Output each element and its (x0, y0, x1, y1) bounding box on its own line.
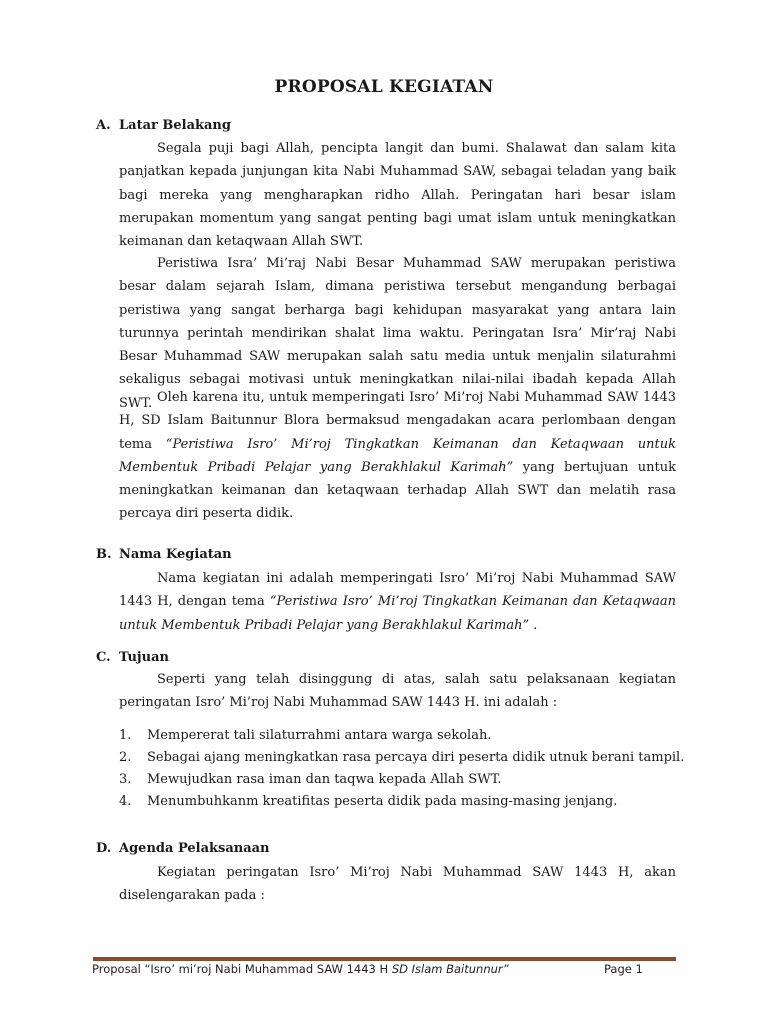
list-item (119, 725, 491, 747)
list-number: 2. (119, 750, 132, 765)
theme-text: “Peristiwa Isro’ Mi’roj Tingkatkan Keimanan dan Ketaqwaan untuk Membentuk Pribadi Pelajar yang Berakhlakul Karimah” (119, 594, 676, 633)
list-text: Menumbuhkanm kreatifitas peserta didik pada masing-masing jenjang. (147, 794, 618, 809)
section-letter: C. (96, 650, 111, 665)
paragraph-text: . (529, 617, 538, 633)
paragraph (119, 861, 676, 908)
footer-caption: Proposal “Isro’ mi’roj Nabi Muhammad SAW 1443 H (92, 962, 392, 976)
section-letter: D. (96, 841, 112, 856)
list-number: 3. (119, 772, 132, 787)
list-item (119, 791, 617, 813)
list-number: 1. (119, 728, 132, 743)
page-title: PROPOSAL KEGIATAN (274, 77, 494, 97)
paragraph-text: Nama kegiatan ini adalah memperingati Isro’ Mi’roj Nabi Muhammad SAW 1443 H, dengan tema (119, 571, 676, 610)
paragraph (119, 386, 676, 526)
list-item (119, 769, 501, 791)
footer-text (92, 962, 509, 976)
theme-text: “Peristiwa Isro’ Mi’roj Tingkatkan Keimanan dan Ketaqwaan untuk Membentuk Pribadi Pelajar yang Berakhlakul Karimah” (119, 436, 676, 475)
section-title: Agenda Pelaksanaan (119, 841, 270, 856)
page-number: Page 1 (604, 962, 643, 976)
paragraph-text: Seperti yang telah disinggung di atas, salah satu pelaksanaan kegiatan peringatan Isro’ Mi’roj Nabi Muhammad SAW 1443 H. ini adalah : (119, 672, 676, 711)
section-title: Nama Kegiatan (119, 547, 232, 562)
section-b-heading (96, 547, 232, 562)
section-a-heading (96, 118, 231, 133)
paragraph-text: Kegiatan peringatan Isro’ Mi’roj Nabi Muhammad SAW 1443 H, akan diselengarakan pada : (119, 865, 676, 904)
paragraph-text: Oleh karena itu, untuk memperingati Isro’ Mi’roj Nabi Muhammad SAW 1443 H, SD Islam Baitunnur Blora bermaksud mengadakan acara perlombaan dengan tema (119, 390, 676, 452)
paragraph (119, 137, 676, 253)
section-c-heading (96, 650, 169, 665)
section-letter: A. (96, 118, 111, 133)
footer-rule (93, 957, 676, 961)
list-item (119, 747, 684, 769)
list-text: Mempererat tali silaturrahmi antara warga sekolah. (147, 728, 492, 743)
section-d-heading (96, 841, 270, 856)
paragraph-text: yang bertujuan untuk meningkatkan keimanan dan ketaqwaan terhadap Allah SWT dan melatih rasa percaya diri peserta didik. (119, 459, 676, 522)
section-letter: B. (96, 547, 112, 562)
paragraph (119, 567, 676, 637)
list-text: Mewujudkan rasa iman dan taqwa kepada Allah SWT. (147, 772, 502, 787)
list-number: 4. (119, 794, 132, 809)
list-text: Sebagai ajang meningkatkan rasa percaya diri peserta didik utnuk berani tampil. (147, 750, 685, 765)
paragraph (119, 668, 676, 715)
section-title: Latar Belakang (119, 118, 231, 133)
paragraph-text: Segala puji bagi Allah, pencipta langit dan bumi. Shalawat dan salam kita panjatkan kepada junjungan kita Nabi Muhammad SAW, sebagai teladan yang baik bagi mereka yang mengharapkan ridho Allah. Peringatan hari besar islam merupakan momentum yang sangat penting bagi umat islam untuk meningkatkan keimanan dan ketaqwaan Allah SWT. (119, 141, 676, 250)
paragraph-text: Peristiwa Isra’ Mi’raj Nabi Besar Muhammad SAW merupakan peristiwa besar dalam sejarah Islam, dimana peristiwa tersebut mengandung berbagai peristiwa yang sangat berharga bagi kehidupan masyarakat yang antara lain turunnya perintah mendirikan shalat lima waktu. Peringatan Isra’ Mir’raj Nabi Besar Muhammad SAW merupakan salah satu media untuk menjalin silaturahmi sekaligus sebagai motivasi untuk meningkatkan nilai-nilai ibadah kepada Allah SWT. (119, 256, 676, 411)
footer-school: SD Islam Baitunnur” (391, 962, 509, 976)
section-title: Tujuan (119, 650, 169, 665)
